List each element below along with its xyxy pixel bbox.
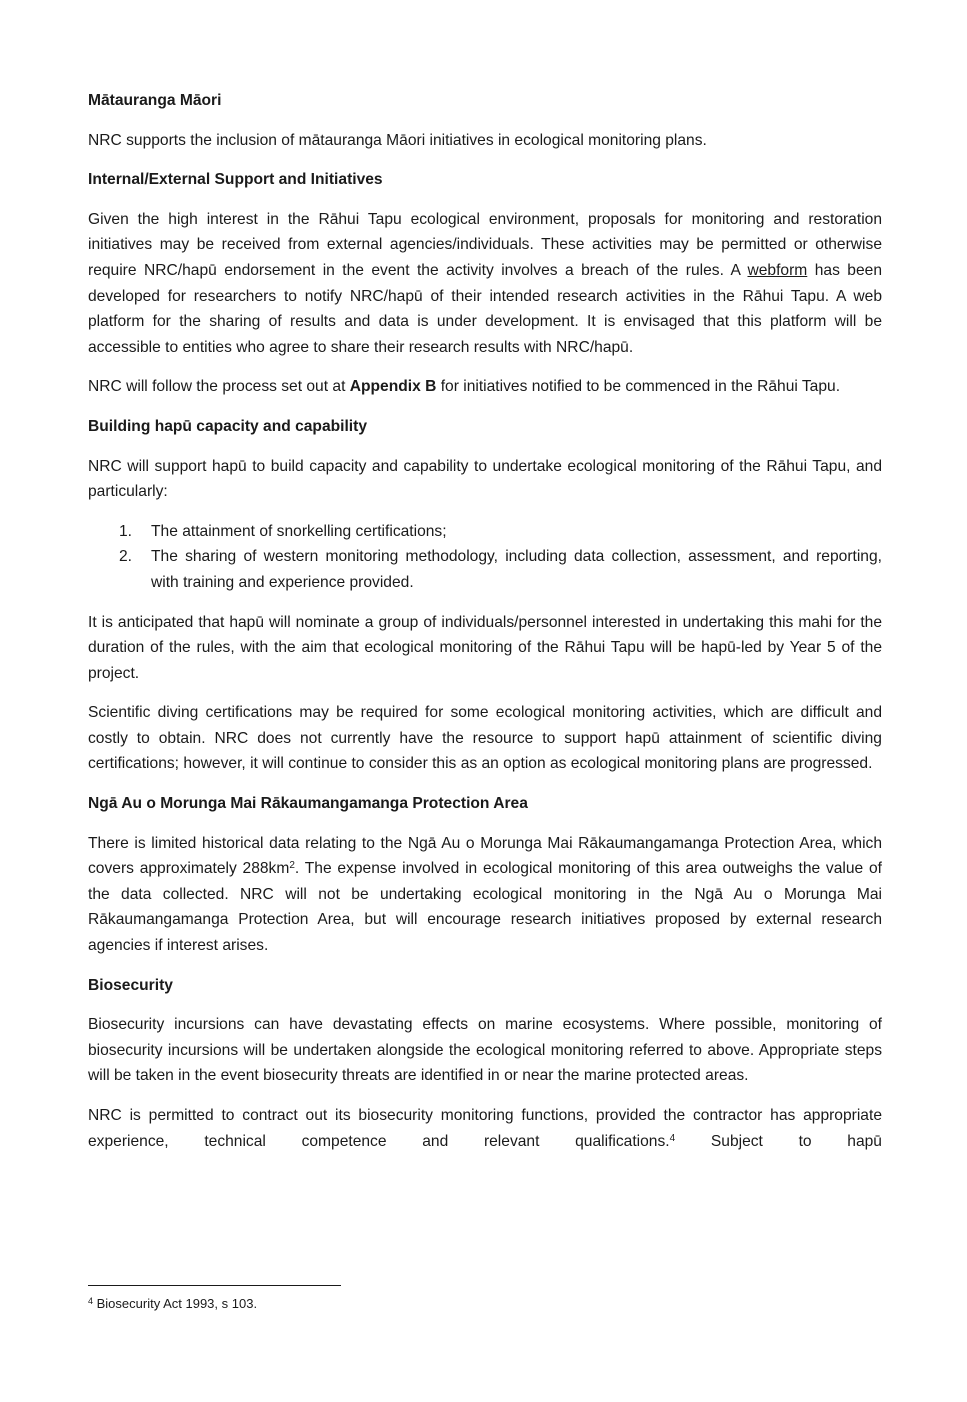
footnote-divider — [88, 1285, 341, 1286]
paragraph-biosecurity-incursions: Biosecurity incursions can have devastating effects on marine ecosystems. Where possible, monitoring of biosecurity incursions will be undertaken alongside the ecological monitoring referred to above. Appropriate steps will be taken in the event biosecurity threats are identified in or near the marine protected areas. — [88, 1016, 882, 1085]
list-item — [88, 519, 882, 545]
paragraph-capacity-nominate: It is anticipated that hapū will nominate a group of individuals/personnel interested in undertaking this mahi for the duration of the rules, with the aim that ecological monitoring of the Rāhui Tapu will be hapū-led by Year 5 of the project. — [88, 613, 882, 682]
support-text-a: Given the high interest in the Rāhui Tapu ecological environment, proposals for monitoring and restoration initiatives may be received from external agencies/individuals. These activities may be permitted or otherwise require NRC/hapū endorsement in the event the activity involves a breach of the rules. A — [88, 210, 882, 279]
webform-link[interactable]: webform — [747, 261, 808, 279]
heading-internal-external-support: Internal/External Support and Initiatives — [88, 171, 383, 189]
appendix-b-reference: Appendix B — [349, 378, 437, 396]
footnote — [88, 1294, 257, 1314]
support-text-b: has been developed for researchers to notify NRC/hapū of their intended research activities in the Rāhui Tapu. A web platform for the sharing of results and data is under development. It is envisaged that this platform will be accessible to entities who agree to share their research results with NRC/hapū. — [88, 261, 882, 356]
paragraph-support-proposals — [88, 207, 882, 361]
list-number: 2. — [119, 548, 133, 566]
list-text: The sharing of western monitoring methodology, including data collection, assessment, and reporting, with training and experience provided. — [151, 548, 882, 591]
list-number: 1. — [119, 522, 133, 540]
footnote-number: 4 — [88, 1296, 94, 1306]
paragraph-matauranga: NRC supports the inclusion of mātauranga Māori initiatives in ecological monitoring plans. — [88, 131, 707, 149]
squared-superscript: 2 — [289, 860, 295, 872]
paragraph-protection-area — [88, 831, 882, 959]
heading-protection-area: Ngā Au o Morunga Mai Rākaumangamanga Protection Area — [88, 795, 528, 813]
appendix-text-a: NRC will follow the process set out at — [88, 378, 350, 396]
contract-text-b: Subject to hapū — [675, 1132, 882, 1150]
contract-text-a: NRC is permitted to contract out its biosecurity monitoring functions, provided the contractor has appropriate experience, technical competence and relevant qualifications. — [88, 1107, 882, 1150]
list-text: The attainment of snorkelling certifications; — [151, 522, 447, 540]
appendix-text-b: for initiatives notified to be commenced in the Rāhui Tapu. — [436, 378, 841, 396]
paragraph-capacity-diving: Scientific diving certifications may be required for some ecological monitoring activities, which are difficult and costly to obtain. NRC does not currently have the resource to support hapū attainment of scientific diving certifications; however, it will continue to consider this as an option as ecological monitoring plans are progressed. — [88, 704, 882, 773]
heading-matauranga-maori: Mātauranga Māori — [88, 92, 222, 109]
protection-text-a: There is limited historical data relating to the Ngā Au o Morunga Mai Rākaumangamanga Protection Area, which covers approximately 288km — [88, 834, 882, 878]
document-page — [88, 88, 882, 1154]
heading-biosecurity: Biosecurity — [88, 976, 173, 994]
paragraph-support-appendix — [88, 374, 882, 400]
list-item — [88, 544, 882, 595]
footnote-text: Biosecurity Act 1993, s 103. — [93, 1296, 258, 1311]
footnote-reference[interactable]: 4 — [669, 1132, 676, 1144]
protection-text-b: . The expense involved in ecological monitoring of this area outweighs the value of the data collected. NRC will not be undertaking ecological monitoring in the Ngā Au o Morunga Mai Rākaumangamanga Protection Area, but will encourage research initiatives proposed by external research agencies if interest arises. — [88, 860, 882, 955]
paragraph-biosecurity-contract — [88, 1103, 882, 1154]
heading-building-capacity: Building hapū capacity and capability — [88, 417, 368, 435]
paragraph-capacity-intro: NRC will support hapū to build capacity and capability to undertake ecological monitoring of the Rāhui Tapu, and particularly: — [88, 457, 882, 501]
capacity-list — [88, 519, 882, 596]
